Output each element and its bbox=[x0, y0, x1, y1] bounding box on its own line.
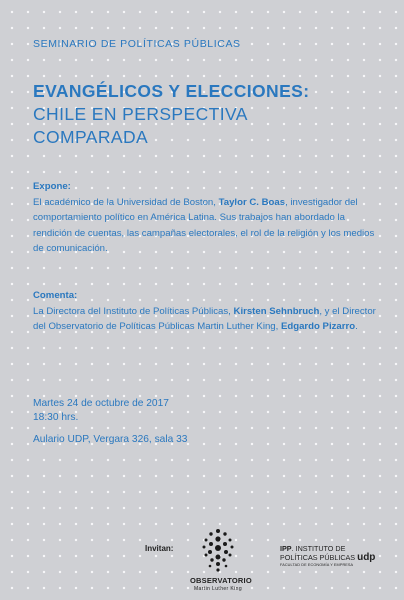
commentator-heading: Comenta: bbox=[33, 290, 78, 301]
observatorio-subtitle: Martin Luther King bbox=[193, 586, 243, 592]
ipp-line-1-rest: . INSTITUTO DE bbox=[291, 544, 346, 553]
seminar-label: SEMINARIO DE POLÍTICAS PÚBLICAS bbox=[33, 38, 241, 50]
commentator-text-3: . bbox=[355, 321, 358, 332]
observatorio-name: OBSERVATORIO bbox=[190, 576, 252, 585]
title-line-3: COMPARADA bbox=[33, 127, 149, 147]
commentator-name-2: Edgardo Pizarro bbox=[280, 321, 356, 332]
speaker-text-1: El académico de la Universidad de Boston, bbox=[33, 196, 219, 208]
ipp-line-2-text: POLÍTICAS PÚBLICAS bbox=[280, 552, 356, 562]
invitan-label: Invitan: bbox=[145, 544, 174, 553]
speaker-section bbox=[33, 179, 378, 257]
speaker-text-2: , investigador del comportamiento político en América Latina. Sus trabajos han abordado la rendición de cuentas, las campañas electorales, el rol de la religión y los medios de comunicación. bbox=[33, 196, 375, 254]
event-time: 18:30 hrs. bbox=[33, 412, 79, 423]
commentator-text-1: La Directora del Instituto de Políticas Públicas, bbox=[33, 305, 234, 317]
ipp-line-2 bbox=[280, 551, 395, 563]
speaker-name: Taylor C. Boas bbox=[218, 196, 286, 208]
event-venue: Aulario UDP, Vergara 326, sala 33 bbox=[33, 434, 188, 445]
ipp-abbrev: IPP bbox=[280, 544, 292, 553]
commentator-name-1: Kirsten Sehnbruch bbox=[233, 305, 320, 317]
event-datetime bbox=[33, 397, 378, 425]
udp-wordmark: udp bbox=[357, 551, 376, 563]
commentator-section bbox=[33, 288, 378, 335]
title-line-1: EVANGÉLICOS Y ELECCIONES: bbox=[33, 81, 310, 101]
commentator-text-2: , y el Director del Observatorio de Políticas Públicas Martin Luther King, bbox=[33, 305, 376, 332]
event-date: Martes 24 de octubre de 2017 bbox=[33, 398, 169, 409]
ipp-logo bbox=[280, 545, 395, 568]
speaker-heading: Expone: bbox=[33, 181, 71, 192]
event-title bbox=[33, 80, 373, 149]
title-line-2: CHILE EN PERSPECTIVA bbox=[33, 104, 248, 124]
ipp-line-3: FACULTAD DE ECONOMÍA Y EMPRESA bbox=[280, 563, 354, 567]
